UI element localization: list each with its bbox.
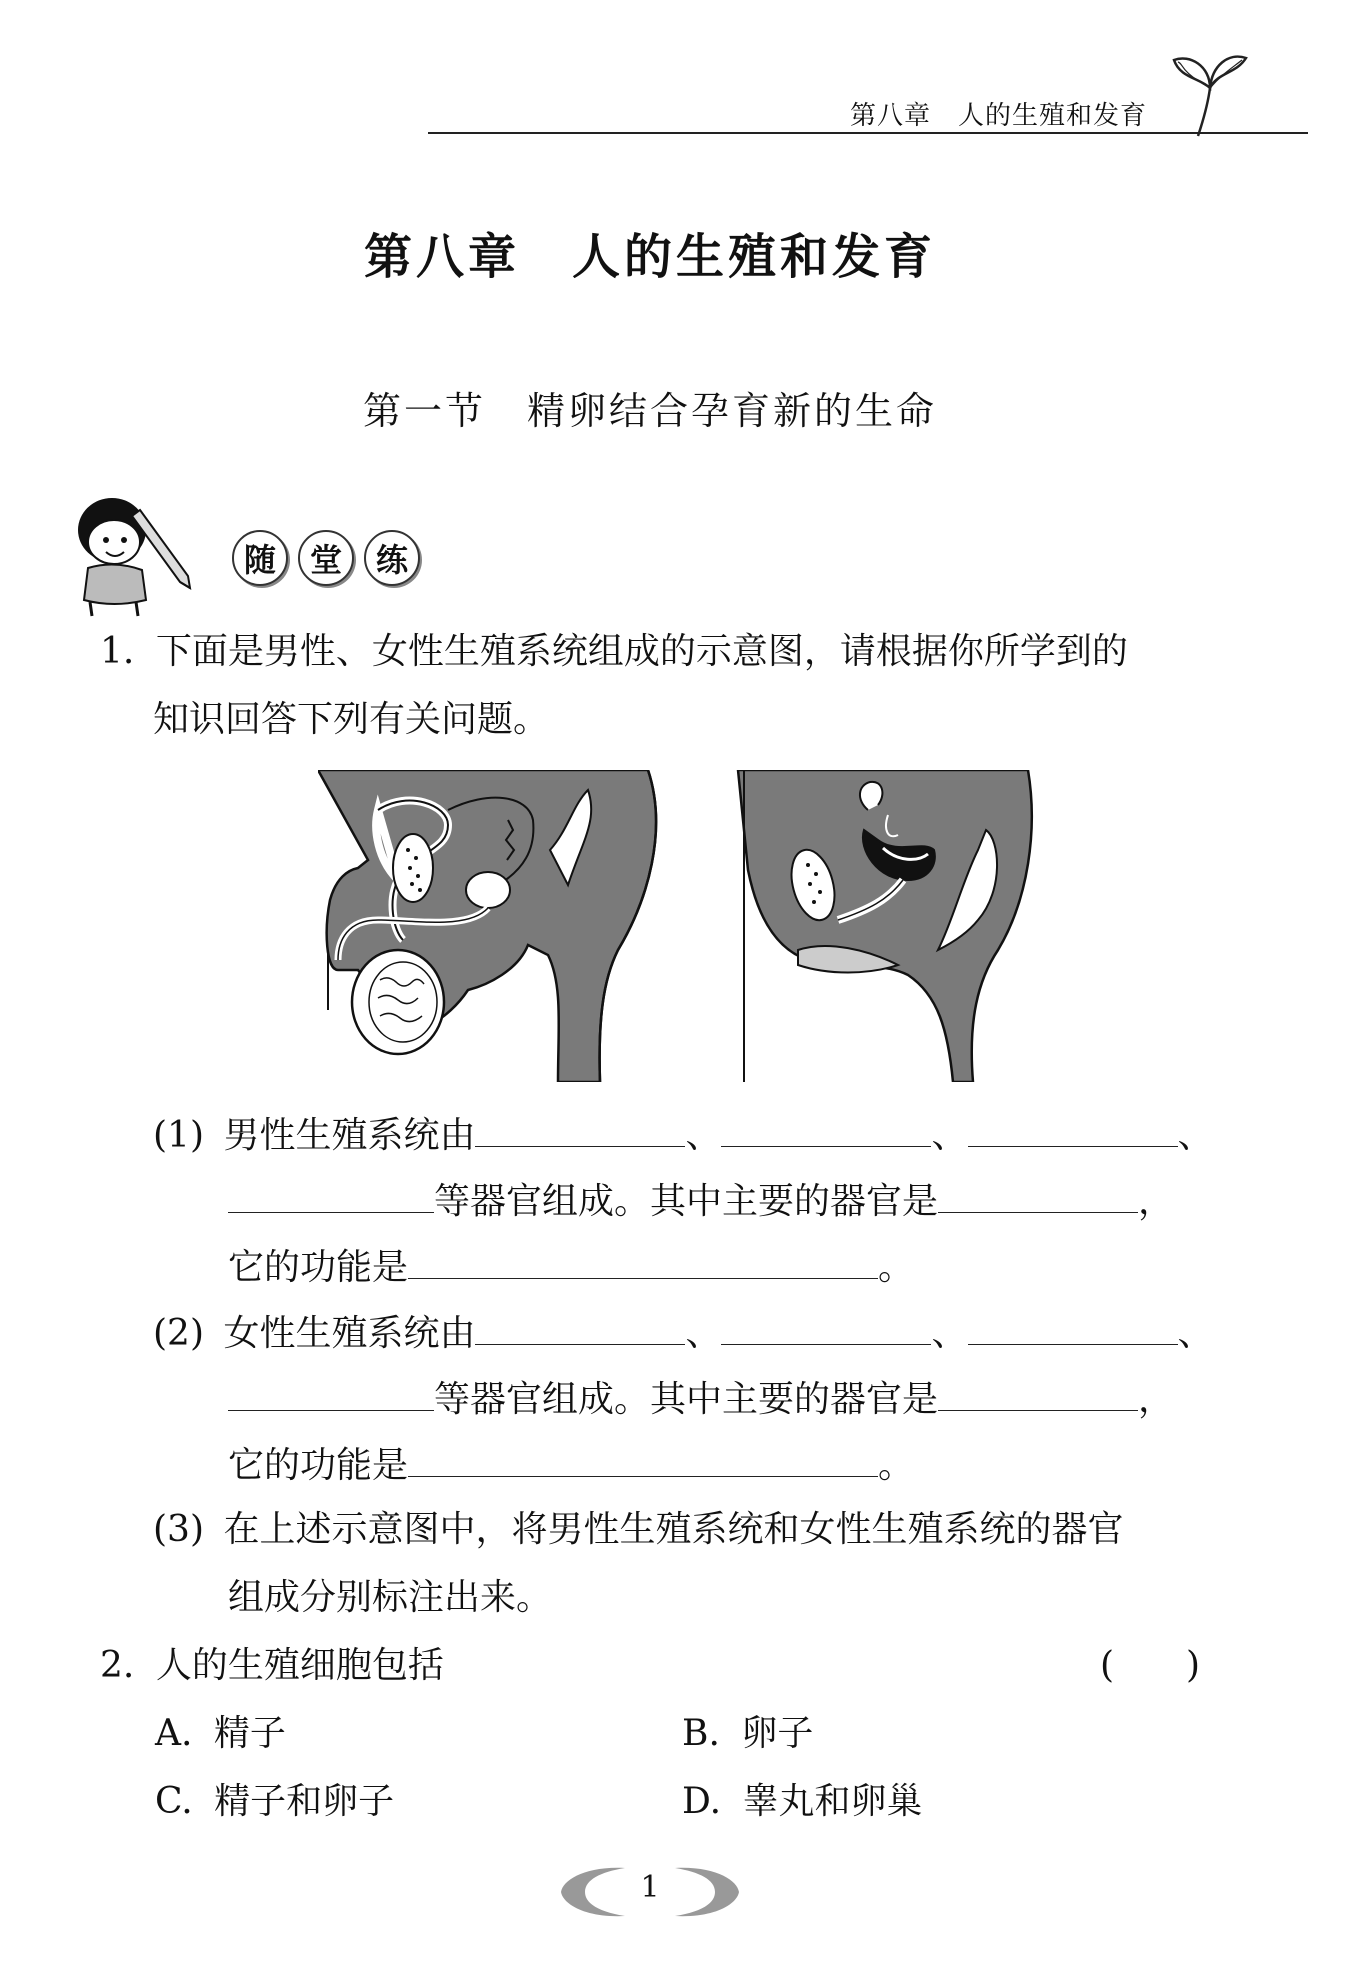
q1-text: 下面是男性、女性生殖系统组成的示意图，请根据你所学到的 [155,631,1128,672]
answer-blank[interactable] [721,1110,931,1147]
student-writing-icon [70,490,210,620]
female-system-diagram [738,770,1032,1082]
option-text: 精子 [213,1713,286,1754]
answer-blank[interactable] [475,1110,685,1147]
q1-sub2-line3 [228,1440,914,1488]
answer-blank[interactable] [968,1110,1178,1147]
reproductive-system-diagram [318,770,1048,1082]
q1-sub1-line2 [228,1176,1174,1224]
q1-line1 [100,630,1128,674]
option-letter: B. [682,1713,720,1754]
q1-sub2-mid: 等器官组成。其中主要的器官是 [434,1379,939,1420]
q1-sub2-label: (2) [153,1313,204,1354]
q2-number: 2. [100,1645,135,1686]
q1-sub1-lead: 男性生殖系统由 [223,1115,476,1156]
sprout-icon [1170,48,1250,138]
period: 。 [878,1445,915,1486]
separator: 、 [1177,1313,1214,1354]
page-number-badge [555,1862,745,1922]
male-system-diagram [318,770,656,1082]
q2-line [100,1644,444,1688]
q2-option-b[interactable] [682,1712,813,1756]
option-letter: A. [155,1713,193,1754]
q1-sub3-text: 在上述示意图中，将男性生殖系统和女性生殖系统的器官 [223,1509,1124,1550]
comma: ， [1138,1181,1175,1222]
answer-blank[interactable] [938,1374,1138,1411]
practice-badges [232,530,420,586]
practice-badge: 练 [364,530,420,586]
practice-badge: 堂 [298,530,354,586]
q1-sub2-line1 [153,1308,1214,1356]
option-text: 精子和卵子 [214,1781,395,1822]
separator: 、 [685,1313,722,1354]
answer-blank[interactable] [408,1242,878,1279]
period: 。 [878,1247,915,1288]
q1-sub1-line1 [153,1110,1214,1158]
answer-blank[interactable] [228,1374,434,1411]
separator: 、 [931,1313,968,1354]
answer-blank[interactable] [968,1308,1178,1345]
practice-badge: 随 [232,530,288,586]
section-title: 第一节 精卵结合孕育新的生命 [362,389,937,433]
separator: 、 [685,1115,722,1156]
option-letter: C. [155,1781,193,1822]
answer-blank[interactable] [721,1308,931,1345]
q1-sub3-line2: 组成分别标注出来。 [228,1577,553,1618]
q1-sub2-line2 [228,1374,1174,1422]
q1-number: 1. [100,631,135,672]
page-number: 1 [640,1870,660,1905]
q2-text: 人的生殖细胞包括 [155,1645,444,1686]
q2-answer-paren[interactable]: ( ) [1100,1645,1201,1686]
answer-blank[interactable] [408,1440,878,1477]
chapter-title: 第八章 人的生殖和发育 [363,229,936,285]
q2-option-c[interactable] [155,1780,394,1824]
q1-sub3-line1 [153,1508,1123,1552]
q1-sub1-line3 [228,1242,914,1290]
answer-blank[interactable] [938,1176,1138,1213]
option-letter: D. [682,1781,722,1822]
q2-option-a[interactable] [155,1712,286,1756]
separator: 、 [1177,1115,1214,1156]
q1-text-line2: 知识回答下列有关问题。 [153,699,550,740]
answer-blank[interactable] [228,1176,434,1213]
separator: 、 [931,1115,968,1156]
q1-sub3-label: (3) [153,1509,204,1550]
q1-sub1-mid: 等器官组成。其中主要的器官是 [434,1181,939,1222]
comma: ， [1138,1379,1175,1420]
q2-option-d[interactable] [682,1780,923,1824]
q1-sub1-label: (1) [153,1115,204,1156]
q1-sub2-func: 它的功能是 [228,1445,409,1486]
option-text: 睾丸和卵巢 [742,1781,923,1822]
running-header: 第八章 人的生殖和发育 [850,101,1148,131]
q1-sub2-lead: 女性生殖系统由 [223,1313,476,1354]
option-text: 卵子 [741,1713,814,1754]
q1-sub1-func: 它的功能是 [228,1247,409,1288]
answer-blank[interactable] [475,1308,685,1345]
